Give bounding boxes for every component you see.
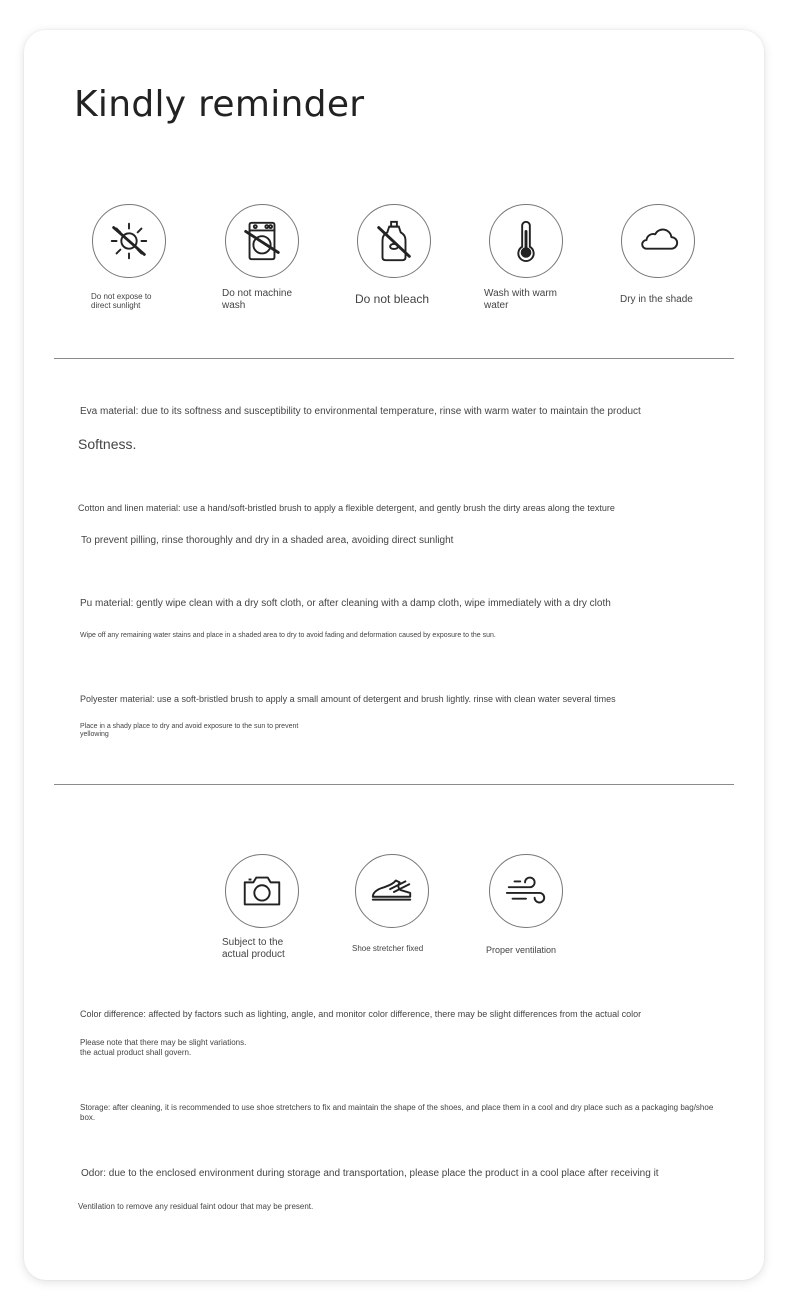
eva-text-2: Softness.	[78, 436, 137, 452]
color-text-2: Please note that there may be slight variations. the actual product shall govern.	[80, 1038, 247, 1057]
care-label-warm-water: Wash with warm water	[484, 288, 557, 311]
care-label-no-machine-wash: Do not machine wash	[222, 288, 293, 311]
odor-text-1: Odor: due to the enclosed environment during storage and transportation, please place the product in a cool place after receiving it	[81, 1168, 659, 1179]
no-sun-icon	[92, 204, 166, 278]
note-label-actual-product: Subject to the actual product	[222, 937, 285, 960]
no-bleach-icon	[357, 204, 431, 278]
cotton-text-2: To prevent pilling, rinse thoroughly and dry in a shaded area, avoiding direct sunlight	[81, 535, 454, 546]
polyester-text-2: Place in a shady place to dry and avoid exposure to the sun to prevent yellowing	[80, 723, 299, 739]
eva-text-1: Eva material: due to its softness and susceptibility to environmental temperature, rinse with warm water to maintain the product	[80, 406, 641, 417]
care-label-shade: Dry in the shade	[620, 294, 693, 305]
divider	[54, 784, 734, 785]
cloud-icon	[621, 204, 695, 278]
care-label-no-sun: Do not expose to direct sunlight	[91, 292, 152, 311]
thermometer-icon	[489, 204, 563, 278]
polyester-text-1: Polyester material: use a soft-bristled brush to apply a small amount of detergent and brush lightly. rinse with clean water several times	[80, 694, 616, 704]
pu-text-2: Wipe off any remaining water stains and place in a shaded area to dry to avoid fading and deformation caused by exposure to the sun.	[80, 632, 496, 639]
odor-text-2: Ventilation to remove any residual faint odour that may be present.	[78, 1202, 314, 1211]
note-label-ventilation: Proper ventilation	[486, 945, 557, 955]
page-title: Kindly reminder	[74, 84, 365, 125]
no-machine-wash-icon	[225, 204, 299, 278]
camera-icon	[225, 854, 299, 928]
wind-icon	[489, 854, 563, 928]
cotton-text-1: Cotton and linen material: use a hand/soft-bristled brush to apply a flexible detergent, and gently brush the dirty areas along the texture	[78, 503, 615, 513]
care-label-no-bleach: Do not bleach	[355, 292, 430, 306]
color-text-1: Color difference: affected by factors such as lighting, angle, and monitor color difference, there may be slight differences from the actual color	[80, 1009, 642, 1019]
note-label-shoe-stretcher: Shoe stretcher fixed	[352, 944, 424, 953]
pu-text-1: Pu material: gently wipe clean with a dry soft cloth, or after cleaning with a damp cloth, wipe immediately with a dry cloth	[80, 598, 611, 609]
shoe-stretcher-icon	[355, 854, 429, 928]
storage-text: Storage: after cleaning, it is recommended to use shoe stretchers to fix and maintain the shape of the shoes, and place them in a cool and dry place such as a packaging bag/shoe box.	[80, 1103, 714, 1122]
divider	[54, 358, 734, 359]
